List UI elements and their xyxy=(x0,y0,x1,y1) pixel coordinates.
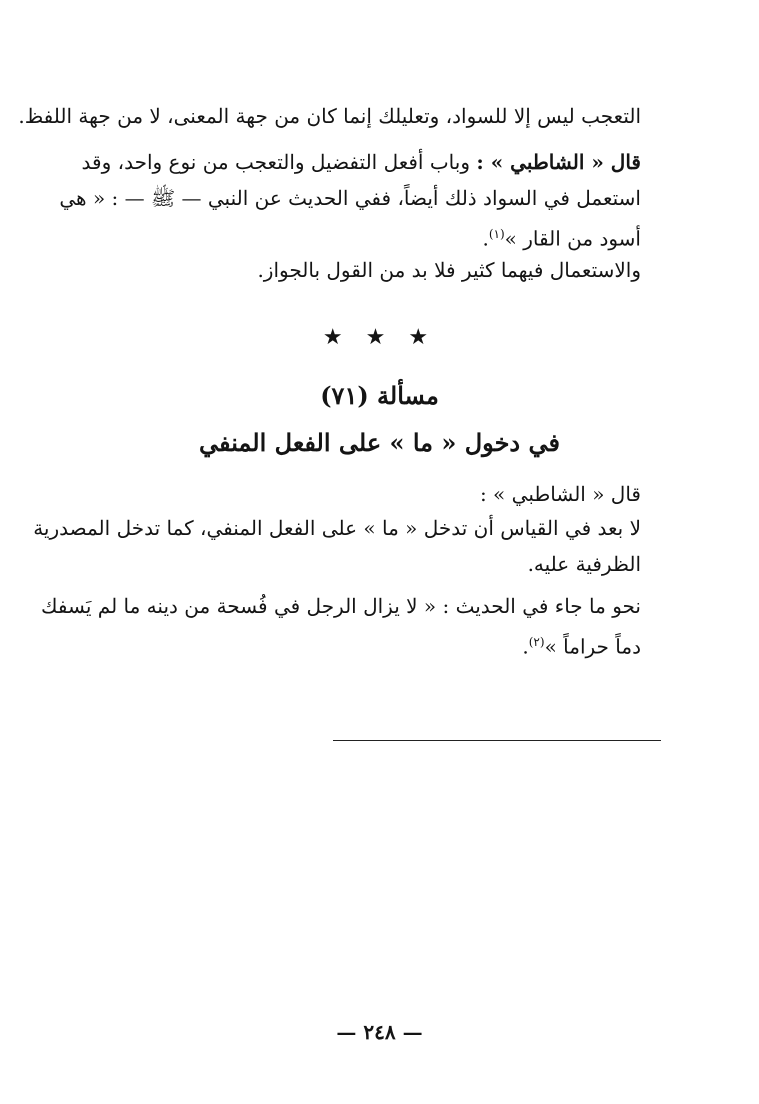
body-line xyxy=(98,218,641,255)
body-text: التعجب ليس إلا للسواد، وتعليلك إنما كان من جهة المعنى، لا من جهة اللفظ. xyxy=(18,104,641,128)
body-line xyxy=(41,590,641,622)
punctuation: . xyxy=(522,634,529,659)
body-line xyxy=(18,100,641,132)
body-line xyxy=(33,512,641,544)
body-text: والاستعمال فيهما كثير فلا بد من القول بالجواز. xyxy=(257,258,641,282)
issue-title: مسألة (٧١) xyxy=(320,381,439,410)
body-text: وباب أفعل التفضيل والتعجب من نوع واحد، وقد xyxy=(81,150,477,174)
body-text: استعمل في السواد ذلك أيضاً، ففي الحديث عن النبي — ﷺ — : « هي xyxy=(59,186,641,210)
body-line xyxy=(98,548,641,580)
body-line xyxy=(98,478,641,510)
footnote-ref: (١) xyxy=(488,227,505,241)
body-line xyxy=(98,626,641,663)
body-text: لا بعد في القياس أن تدخل « ما » على الفعل المنفي، كما تدخل المصدرية xyxy=(33,516,641,540)
speaker-label: قال « الشاطبي » : xyxy=(476,150,641,174)
body-text: قال « الشاطبي » : xyxy=(479,482,641,506)
quote-text: أسود من القار » xyxy=(504,226,641,251)
quote-text: دماً حراماً » xyxy=(544,634,641,659)
body-line xyxy=(81,146,641,178)
footnote-divider xyxy=(333,740,661,741)
body-text: الظرفية عليه. xyxy=(527,552,641,576)
body-text: نحو ما جاء في الحديث : « لا يزال الرجل في فُسحة من دينه ما لم يَسفك xyxy=(41,594,641,618)
body-line xyxy=(59,182,641,214)
issue-subtitle: في دخول « ما » على الفعل المنفي xyxy=(199,428,560,457)
footnote-ref: (٢) xyxy=(528,635,545,649)
section-separator: ★ ★ ★ xyxy=(322,325,437,350)
body-line xyxy=(98,254,641,286)
page-number: — ٢٤٨ — xyxy=(336,1020,423,1044)
punctuation: . xyxy=(482,226,489,251)
